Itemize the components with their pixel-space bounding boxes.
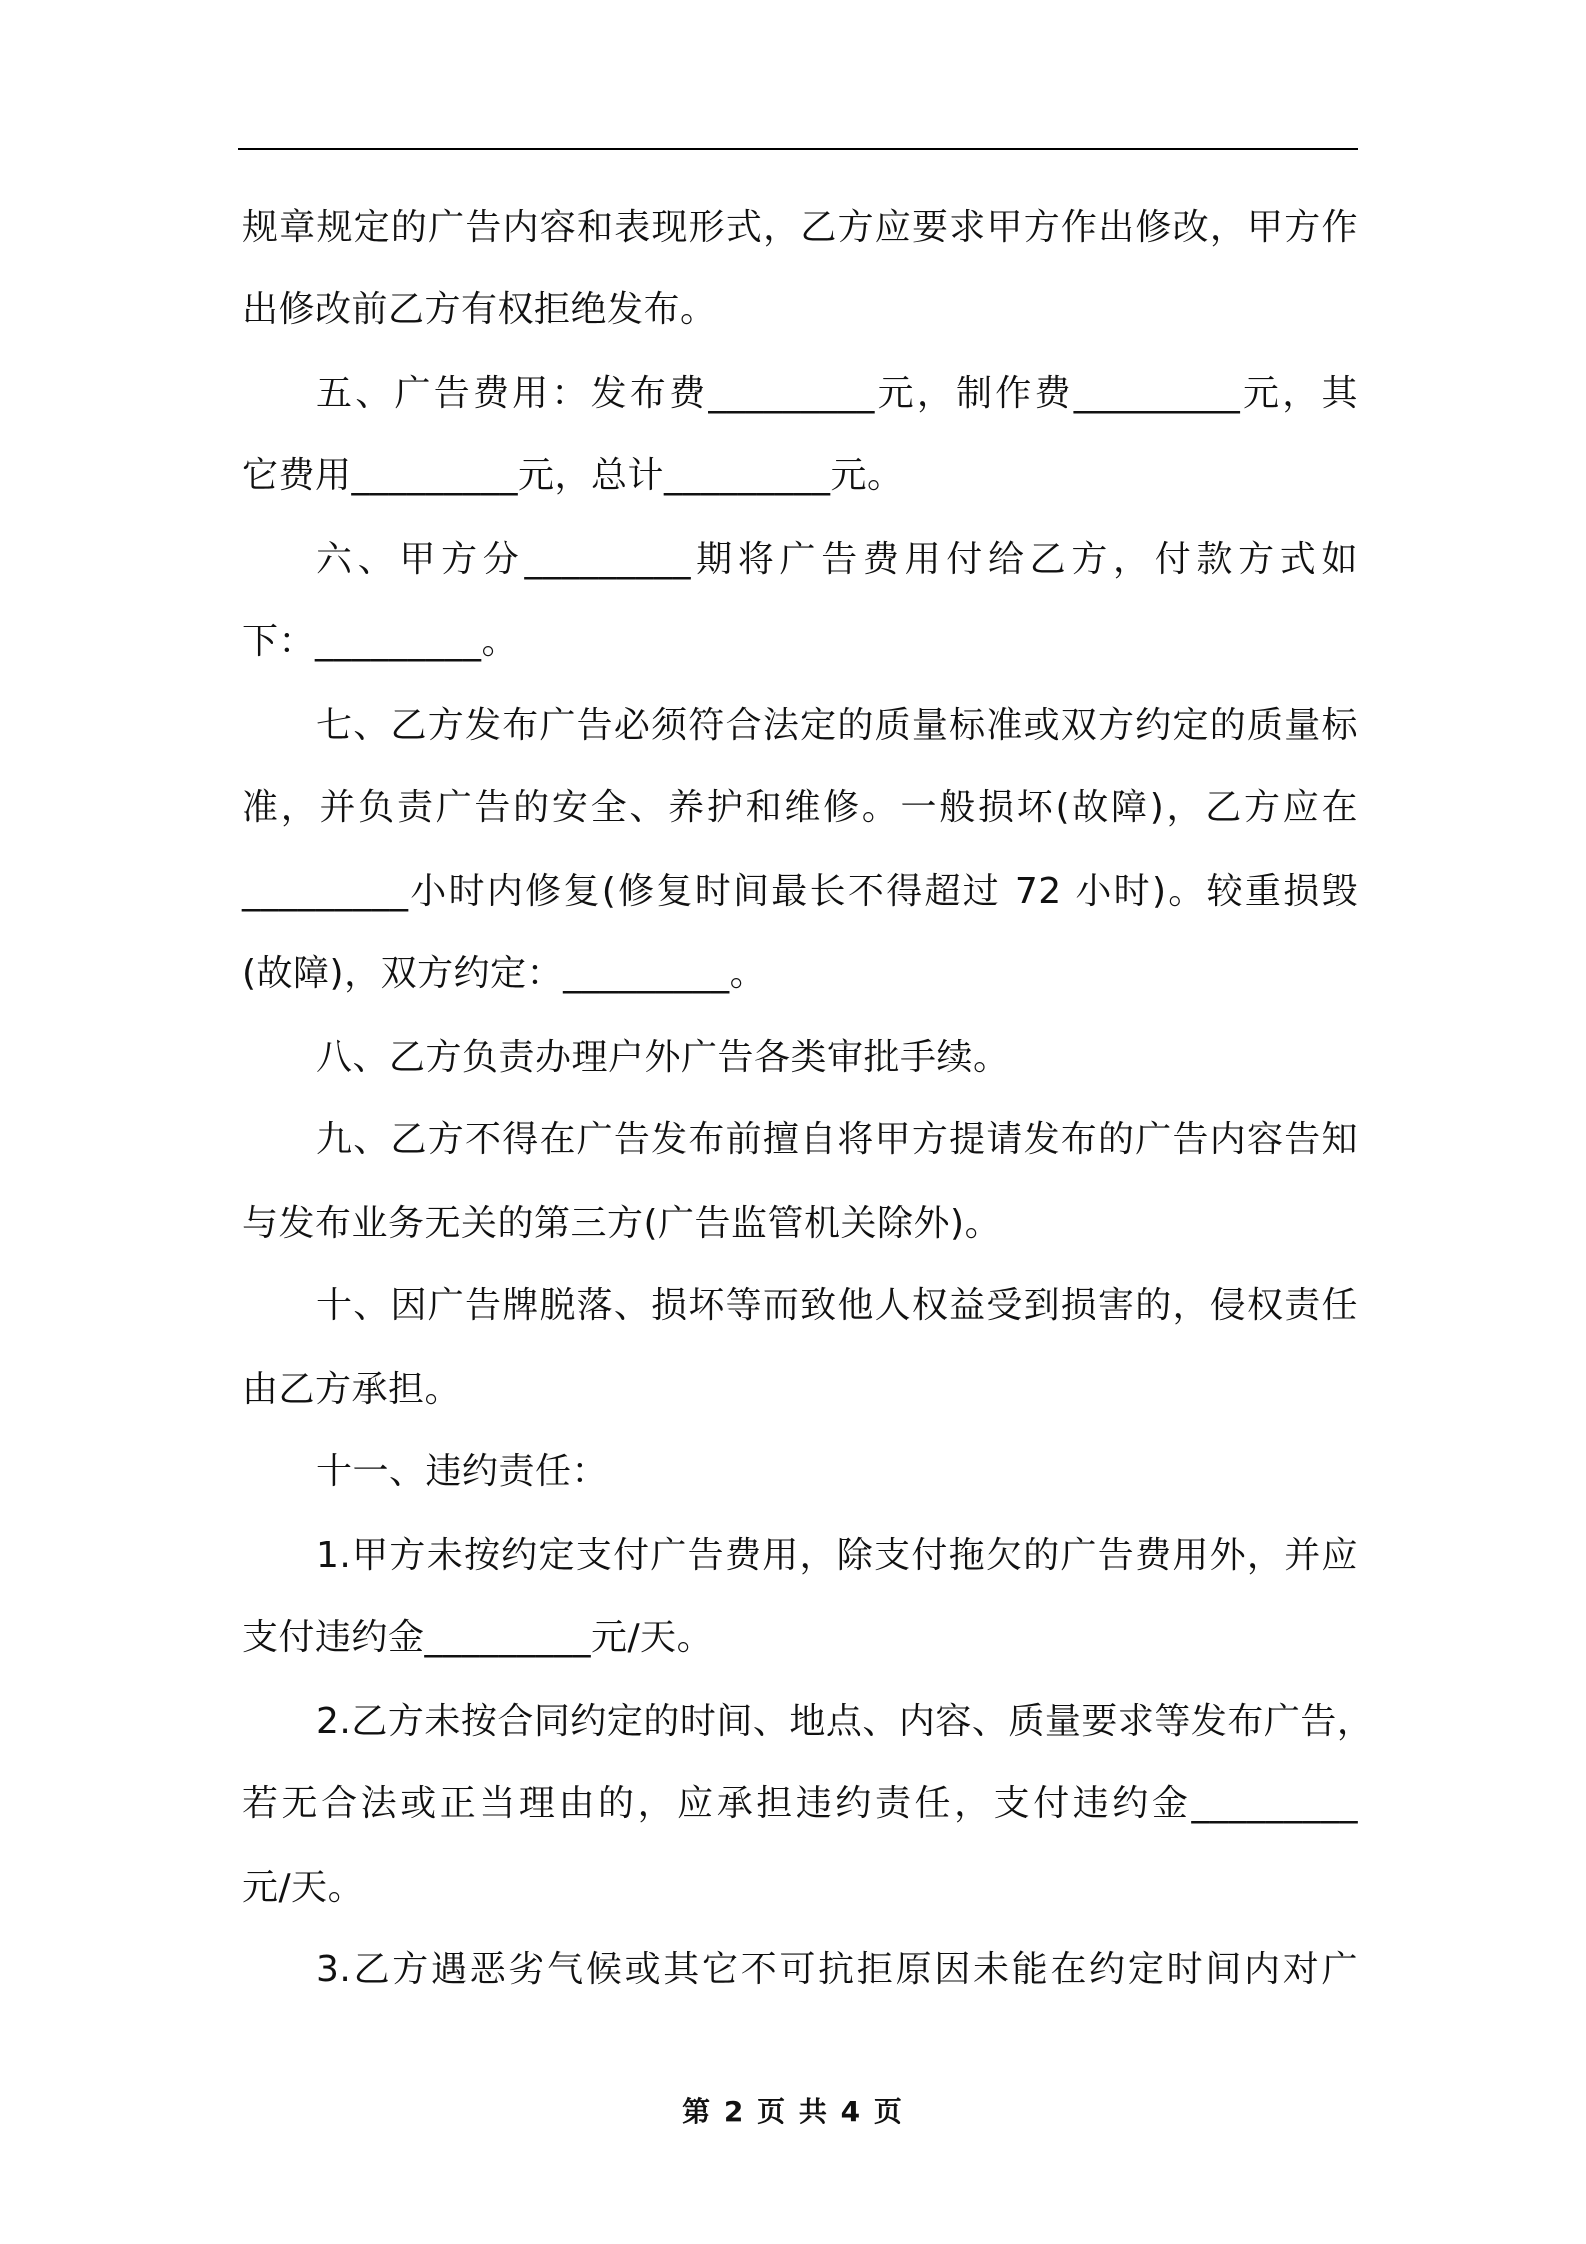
text-line: 元/天。 [242, 1867, 365, 1908]
text-line: 十、因广告牌脱落、损坏等而致他人权益受到损害的，侵权责任 [316, 1285, 1358, 1326]
text-line: 准，并负责广告的安全、养护和维修。一般损坏(故障)，乙方应在 [242, 787, 1358, 828]
text-line: 九、乙方不得在广告发布前擅自将甲方提请发布的广告内容告知 [316, 1119, 1358, 1160]
text-line: 五、广告费用：发布费_________元，制作费_________元，其 [316, 373, 1358, 414]
page-number: 第 2 页 共 4 页 [682, 2095, 904, 2128]
header-rule [238, 148, 1358, 150]
text-line: 六、甲方分_________期将广告费用付给乙方，付款方式如 [316, 539, 1358, 580]
text-line: 支付违约金_________元/天。 [242, 1617, 714, 1658]
text-line: 规章规定的广告内容和表现形式，乙方应要求甲方作出修改，甲方作 [242, 207, 1358, 248]
text-line: _________小时内修复(修复时间最长不得超过 72 小时)。较重损毁 [242, 871, 1358, 912]
text-line: 八、乙方负责办理户外广告各类审批手续。 [316, 1037, 1010, 1078]
text-line: 2.乙方未按合同约定的时间、地点、内容、质量要求等发布广告， [316, 1701, 1374, 1742]
text-line: 十一、违约责任： [316, 1451, 609, 1492]
text-line: 下：_________。 [242, 621, 519, 662]
text-line: (故障)，双方约定：_________。 [242, 953, 767, 994]
text-line: 3.乙方遇恶劣气候或其它不可抗拒原因未能在约定时间内对广 [316, 1949, 1358, 1990]
text-line: 与发布业务无关的第三方(广告监管机关除外)。 [242, 1203, 1002, 1244]
text-line: 七、乙方发布广告必须符合法定的质量标准或双方约定的质量标 [316, 705, 1358, 746]
text-line: 它费用_________元，总计_________元。 [242, 455, 904, 496]
text-line: 若无合法或正当理由的，应承担违约责任，支付违约金_________ [242, 1783, 1358, 1824]
text-line: 由乙方承担。 [242, 1369, 462, 1410]
text-line: 1.甲方未按约定支付广告费用，除支付拖欠的广告费用外，并应 [316, 1535, 1358, 1576]
text-line: 出修改前乙方有权拒绝发布。 [242, 289, 717, 330]
